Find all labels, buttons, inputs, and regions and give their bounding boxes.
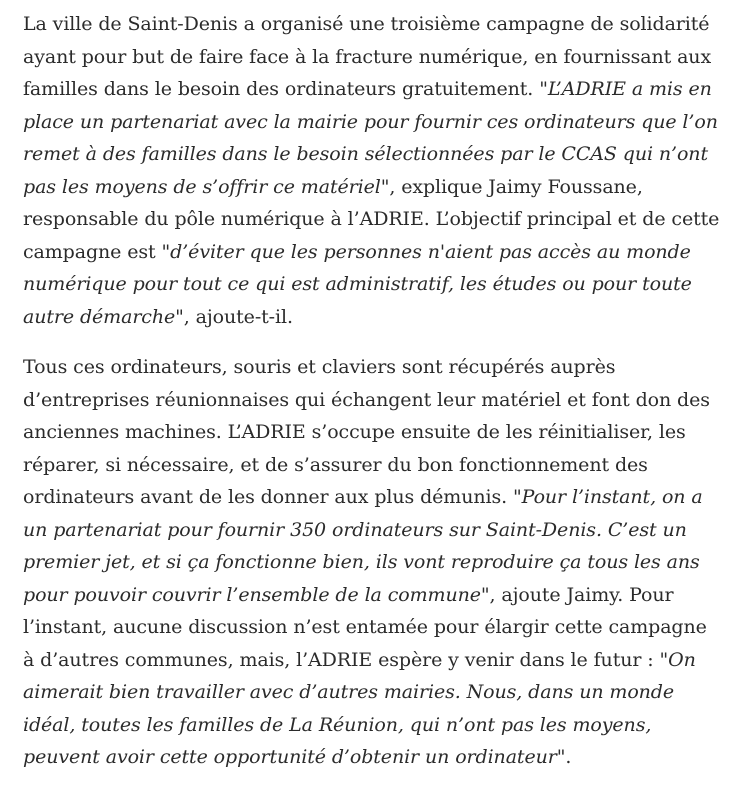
quote-digital-access: "d’éviter que les personnes n'aient pas accès au monde numérique pour tout ce qui est administratif, les études ou pour toute autre démarche" (23, 240, 692, 328)
paragraph-text: , explique Jaimy Foussane, responsable du pôle numérique à l’ADRIE. L’objectif principal et de cette campagne est (23, 175, 720, 263)
paragraph-text: Tous ces ordinateurs, souris et claviers sont récupérés auprès d’entreprises réunionnaises qui échangent leur matériel et font don des anciennes machines. L’ADRIE s’occupe ensuite de les réinitialiser, les réparer, si nécessaire, et de s’assurer du bon fonctionnement des ordinateurs avant de les donner aux plus démunis. (23, 356, 710, 508)
paragraph-text: , ajoute-t-il. (183, 305, 293, 328)
paragraph-text: . (565, 746, 572, 768)
paragraph-text: La ville de Saint-Denis a organisé une troisième campagne de solidarité ayant pour but de faire face à la fracture numérique, en fournissant aux familles dans le besoin des ordinateurs gratuitement. (23, 13, 712, 100)
article-body (23, 8, 723, 774)
paragraph-text: , ajoute Jaimy. Pour l’instant, aucune discussion n’est entamée pour élargir cette campagne à d’autres communes, mais, l’ADRIE espère y venir dans le futur : (23, 583, 707, 671)
quote-other-municipalities: "On aimerait bien travailler avec d’autres mairies. Nous, dans un monde idéal, toutes les familles de La Réunion, qui n’ont pas les moyens, peuvent avoir cette opportunité d’obtenir un ordinateur" (23, 648, 696, 768)
quote-350-computers: "Pour l’instant, on a un partenariat pour fournir 350 ordinateurs sur Saint-Denis. C’est un premier jet, et si ça fonctionne bien, ils vont reproduire ça tous les ans pour pouvoir couvrir l’ensemble de la commune" (23, 486, 703, 606)
article-paragraph-2 (23, 351, 723, 774)
article-paragraph-1 (23, 8, 723, 333)
quote-adrie-partnership: "L’ADRIE a mis en place un partenariat avec la mairie pour fournir ces ordinateurs que l’on remet à des familles dans le besoin sélectionnées par le CCAS qui n’ont pas les moyens de s’offrir ce matériel" (23, 78, 718, 198)
